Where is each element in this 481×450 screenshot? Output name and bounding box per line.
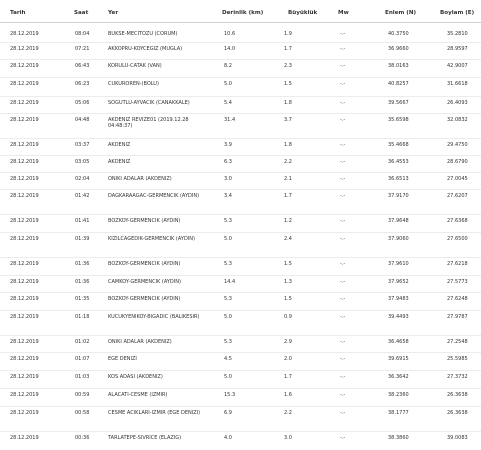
cell-buyukluk: 1.2: [284, 218, 292, 224]
cell-tarih: 28.12.2019: [10, 261, 39, 267]
cell-boylam: 28.9597: [447, 46, 468, 52]
header-yer[interactable]: Yer: [108, 10, 119, 16]
cell-saat: 06:23: [75, 81, 90, 87]
cell-derinlik: 5.3: [224, 261, 232, 267]
cell-enlem: 36.6513: [388, 176, 409, 182]
cell-tarih: 28.12.2019: [10, 279, 39, 285]
cell-mw: -.-: [340, 46, 346, 52]
cell-enlem: 38.2360: [388, 392, 409, 398]
cell-yer: KORULU-CATAK (VAN): [108, 63, 162, 69]
cell-mw: -.-: [340, 435, 346, 441]
cell-buyukluk: 1.7: [284, 46, 292, 52]
cell-tarih: 28.12.2019: [10, 435, 39, 441]
header-saat[interactable]: Saat: [74, 10, 89, 16]
cell-yer: AKDENIZ: [108, 142, 131, 148]
cell-buyukluk: 0.9: [284, 314, 292, 320]
cell-yer: CESME ACIKLARI-IZMIR (EGE DENIZI): [108, 410, 201, 416]
cell-saat: 01:02: [75, 339, 90, 345]
cell-yer: BOZKOY-GERMENCIK (AYDIN): [108, 218, 181, 224]
row-divider: [0, 42, 481, 43]
cell-enlem: 39.4493: [388, 314, 409, 320]
cell-mw: -.-: [340, 374, 346, 380]
cell-boylam: 27.2548: [447, 339, 468, 345]
cell-boylam: 26.4093: [447, 100, 468, 106]
cell-buyukluk: 1.3: [284, 279, 292, 285]
cell-buyukluk: 2.1: [284, 176, 292, 182]
cell-derinlik: 31.4: [224, 117, 236, 123]
cell-yer: KIZILCAGEDIK-GERMENCIK (AYDIN): [108, 236, 195, 242]
cell-yer: CAMKOY-GERMENCIK (AYDIN): [108, 279, 181, 285]
cell-enlem: 35.6598: [388, 117, 409, 123]
cell-saat: 03:37: [75, 142, 90, 148]
cell-boylam: 35.2810: [447, 31, 468, 37]
cell-saat: 01:41: [75, 218, 90, 224]
cell-derinlik: 3.9: [224, 142, 232, 148]
cell-enlem: 37.9648: [388, 218, 409, 224]
cell-tarih: 28.12.2019: [10, 193, 39, 199]
cell-buyukluk: 2.3: [284, 63, 292, 69]
cell-saat: 04:48: [75, 117, 90, 123]
row-divider: [0, 59, 481, 60]
cell-derinlik: 5.3: [224, 296, 232, 302]
cell-mw: -.-: [340, 193, 346, 199]
row-divider: [0, 275, 481, 276]
row-divider: [0, 370, 481, 371]
cell-boylam: 27.6368: [447, 218, 468, 224]
cell-yer: BUKSE-MECITOZU (CORUM): [108, 31, 178, 37]
cell-enlem: 36.9660: [388, 46, 409, 52]
cell-enlem: 38.0163: [388, 63, 409, 69]
cell-mw: -.-: [340, 218, 346, 224]
cell-derinlik: 5.0: [224, 236, 232, 242]
cell-derinlik: 5.0: [224, 81, 232, 87]
cell-saat: 03:05: [75, 159, 90, 165]
cell-mw: -.-: [340, 410, 346, 416]
cell-enlem: 36.4553: [388, 159, 409, 165]
row-divider: [0, 257, 481, 258]
cell-derinlik: 5.3: [224, 218, 232, 224]
cell-boylam: 27.6248: [447, 296, 468, 302]
cell-boylam: 42.9007: [447, 63, 468, 69]
cell-boylam: 29.4750: [447, 142, 468, 148]
cell-mw: -.-: [340, 279, 346, 285]
row-divider: [0, 232, 481, 233]
cell-enlem: 35.4668: [388, 142, 409, 148]
header-tarih[interactable]: Tarih: [10, 10, 26, 16]
cell-derinlik: 8.2: [224, 63, 232, 69]
cell-tarih: 28.12.2019: [10, 296, 39, 302]
cell-enlem: 37.9170: [388, 193, 409, 199]
cell-mw: -.-: [340, 159, 346, 165]
cell-mw: -.-: [340, 31, 346, 37]
cell-derinlik: 5.4: [224, 100, 232, 106]
cell-mw: -.-: [340, 117, 346, 123]
cell-yer: CUKUROREN-(BOLU): [108, 81, 159, 87]
cell-tarih: 28.12.2019: [10, 218, 39, 224]
row-divider: [0, 431, 481, 432]
row-divider: [0, 310, 481, 311]
row-divider: [0, 406, 481, 407]
cell-saat: 01:07: [75, 356, 90, 362]
cell-tarih: 28.12.2019: [10, 392, 39, 398]
cell-tarih: 28.12.2019: [10, 81, 39, 87]
cell-tarih: 28.12.2019: [10, 159, 39, 165]
cell-enlem: 36.4658: [388, 339, 409, 345]
cell-saat: 02:04: [75, 176, 90, 182]
cell-yer: TARLATEPE-SIVRICE (ELAZIG): [108, 435, 182, 441]
cell-enlem: 40.3750: [388, 31, 409, 37]
row-divider: [0, 113, 481, 114]
header-mw[interactable]: Mw: [338, 10, 349, 16]
row-divider: [0, 388, 481, 389]
row-divider: [0, 335, 481, 336]
cell-enlem: 37.9060: [388, 236, 409, 242]
cell-enlem: 37.9610: [388, 261, 409, 267]
cell-tarih: 28.12.2019: [10, 410, 39, 416]
cell-boylam: 27.3732: [447, 374, 468, 380]
cell-saat: 06:43: [75, 63, 90, 69]
cell-saat: 08:04: [75, 31, 90, 37]
cell-derinlik: 5.0: [224, 374, 232, 380]
row-divider: [0, 96, 481, 97]
cell-tarih: 28.12.2019: [10, 374, 39, 380]
cell-saat: 05:06: [75, 100, 90, 106]
cell-mw: -.-: [340, 392, 346, 398]
cell-enlem: 39.6915: [388, 356, 409, 362]
cell-mw: -.-: [340, 356, 346, 362]
cell-saat: 01:39: [75, 236, 90, 242]
cell-tarih: 28.12.2019: [10, 236, 39, 242]
row-divider: [0, 77, 481, 78]
cell-tarih: 28.12.2019: [10, 176, 39, 182]
cell-saat: 01:42: [75, 193, 90, 199]
cell-derinlik: 14.0: [224, 46, 236, 52]
cell-buyukluk: 3.7: [284, 117, 292, 123]
cell-boylam: 27.9787: [447, 314, 468, 320]
cell-yer: SOGUTLU-AYVACIK (CANAKKALE): [108, 100, 190, 106]
cell-mw: -.-: [340, 314, 346, 320]
cell-buyukluk: 1.8: [284, 142, 292, 148]
cell-mw: -.-: [340, 261, 346, 267]
cell-buyukluk: 1.5: [284, 296, 292, 302]
cell-saat: 00:36: [75, 435, 90, 441]
cell-tarih: 28.12.2019: [10, 142, 39, 148]
cell-mw: -.-: [340, 100, 346, 106]
cell-buyukluk: 1.5: [284, 261, 292, 267]
cell-tarih: 28.12.2019: [10, 31, 39, 37]
cell-mw: -.-: [340, 339, 346, 345]
cell-buyukluk: 1.9: [284, 31, 292, 37]
cell-tarih: 28.12.2019: [10, 314, 39, 320]
row-divider: [0, 138, 481, 139]
cell-yer: AKKOPRU-KOYCEGIZ (MUGLA): [108, 46, 183, 52]
cell-yer: ALACATI-CESME (IZMIR): [108, 392, 168, 398]
cell-saat: 00:59: [75, 392, 90, 398]
cell-buyukluk: 2.4: [284, 236, 292, 242]
cell-yer: DAGKARAAGAC-GERMENCIK (AYDIN): [108, 193, 200, 199]
cell-buyukluk: 2.9: [284, 339, 292, 345]
cell-yer: AKDENIZ REVIZE01 (2019.12.28 04:48:37): [108, 117, 189, 130]
cell-buyukluk: 1.6: [284, 392, 292, 398]
cell-yer: ONIKI ADALAR (AKDENIZ): [108, 339, 172, 345]
cell-derinlik: 3.4: [224, 193, 232, 199]
cell-yer: EGE DENIZI: [108, 356, 137, 362]
cell-tarih: 28.12.2019: [10, 339, 39, 345]
cell-enlem: 40.8257: [388, 81, 409, 87]
cell-derinlik: 14.4: [224, 279, 236, 285]
cell-yer: BOZKOY-GERMENCIK (AYDIN): [108, 296, 181, 302]
cell-boylam: 27.6500: [447, 236, 468, 242]
cell-yer: KOS ADASI (AKDENIZ): [108, 374, 163, 380]
cell-derinlik: 5.3: [224, 339, 232, 345]
cell-mw: -.-: [340, 81, 346, 87]
cell-buyukluk: 1.8: [284, 100, 292, 106]
cell-tarih: 28.12.2019: [10, 117, 39, 123]
cell-buyukluk: 1.5: [284, 81, 292, 87]
cell-derinlik: 15.3: [224, 392, 236, 398]
cell-mw: -.-: [340, 296, 346, 302]
cell-mw: -.-: [340, 176, 346, 182]
cell-buyukluk: 1.7: [284, 193, 292, 199]
cell-boylam: 27.6218: [447, 261, 468, 267]
cell-saat: 01:36: [75, 279, 90, 285]
cell-saat: 07:21: [75, 46, 90, 52]
cell-saat: 01:03: [75, 374, 90, 380]
cell-enlem: 37.9652: [388, 279, 409, 285]
cell-enlem: 36.3642: [388, 374, 409, 380]
cell-derinlik: 4.0: [224, 435, 232, 441]
cell-enlem: 38.3860: [388, 435, 409, 441]
row-divider: [0, 292, 481, 293]
header-boylam[interactable]: Boylam (E): [440, 10, 475, 16]
cell-enlem: 37.9483: [388, 296, 409, 302]
cell-saat: 01:18: [75, 314, 90, 320]
cell-boylam: 26.3638: [447, 410, 468, 416]
cell-buyukluk: 2.0: [284, 356, 292, 362]
row-divider: [0, 172, 481, 173]
cell-mw: -.-: [340, 142, 346, 148]
cell-tarih: 28.12.2019: [10, 356, 39, 362]
cell-boylam: 27.5773: [447, 279, 468, 285]
cell-mw: -.-: [340, 236, 346, 242]
cell-yer: KUCUKYENIKOY-BIGADIC (BALIKESIR): [108, 314, 200, 320]
cell-saat: 01:35: [75, 296, 90, 302]
cell-boylam: 28.6790: [447, 159, 468, 165]
cell-boylam: 27.6207: [447, 193, 468, 199]
cell-saat: 01:36: [75, 261, 90, 267]
cell-boylam: 31.6618: [447, 81, 468, 87]
header-enlem[interactable]: Enlem (N): [385, 10, 417, 16]
header-buyukluk[interactable]: Büyüklük: [288, 10, 318, 16]
cell-tarih: 28.12.2019: [10, 63, 39, 69]
cell-boylam: 25.5985: [447, 356, 468, 362]
cell-derinlik: 6.3: [224, 159, 232, 165]
cell-derinlik: 6.9: [224, 410, 232, 416]
cell-yer: BOZKOY-GERMENCIK (AYDIN): [108, 261, 181, 267]
cell-yer: AKDENIZ: [108, 159, 131, 165]
row-divider: [0, 214, 481, 215]
cell-buyukluk: 2.2: [284, 159, 292, 165]
cell-derinlik: 5.0: [224, 314, 232, 320]
cell-enlem: 39.5667: [388, 100, 409, 106]
header-derinlik[interactable]: Derinlik (km): [222, 10, 264, 16]
cell-enlem: 38.1777: [388, 410, 409, 416]
cell-mw: -.-: [340, 63, 346, 69]
cell-derinlik: 4.5: [224, 356, 232, 362]
cell-boylam: 26.3638: [447, 392, 468, 398]
row-divider: [0, 189, 481, 190]
cell-yer: ONIKI ADALAR (AKDENIZ): [108, 176, 172, 182]
cell-boylam: 39.0083: [447, 435, 468, 441]
cell-derinlik: 10.6: [224, 31, 236, 37]
cell-saat: 00:58: [75, 410, 90, 416]
cell-boylam: 32.0832: [447, 117, 468, 123]
cell-buyukluk: 1.7: [284, 374, 292, 380]
cell-buyukluk: 2.2: [284, 410, 292, 416]
cell-tarih: 28.12.2019: [10, 46, 39, 52]
cell-boylam: 27.0045: [447, 176, 468, 182]
row-divider: [0, 155, 481, 156]
cell-tarih: 28.12.2019: [10, 100, 39, 106]
cell-buyukluk: 3.0: [284, 435, 292, 441]
cell-derinlik: 3.0: [224, 176, 232, 182]
row-divider: [0, 352, 481, 353]
